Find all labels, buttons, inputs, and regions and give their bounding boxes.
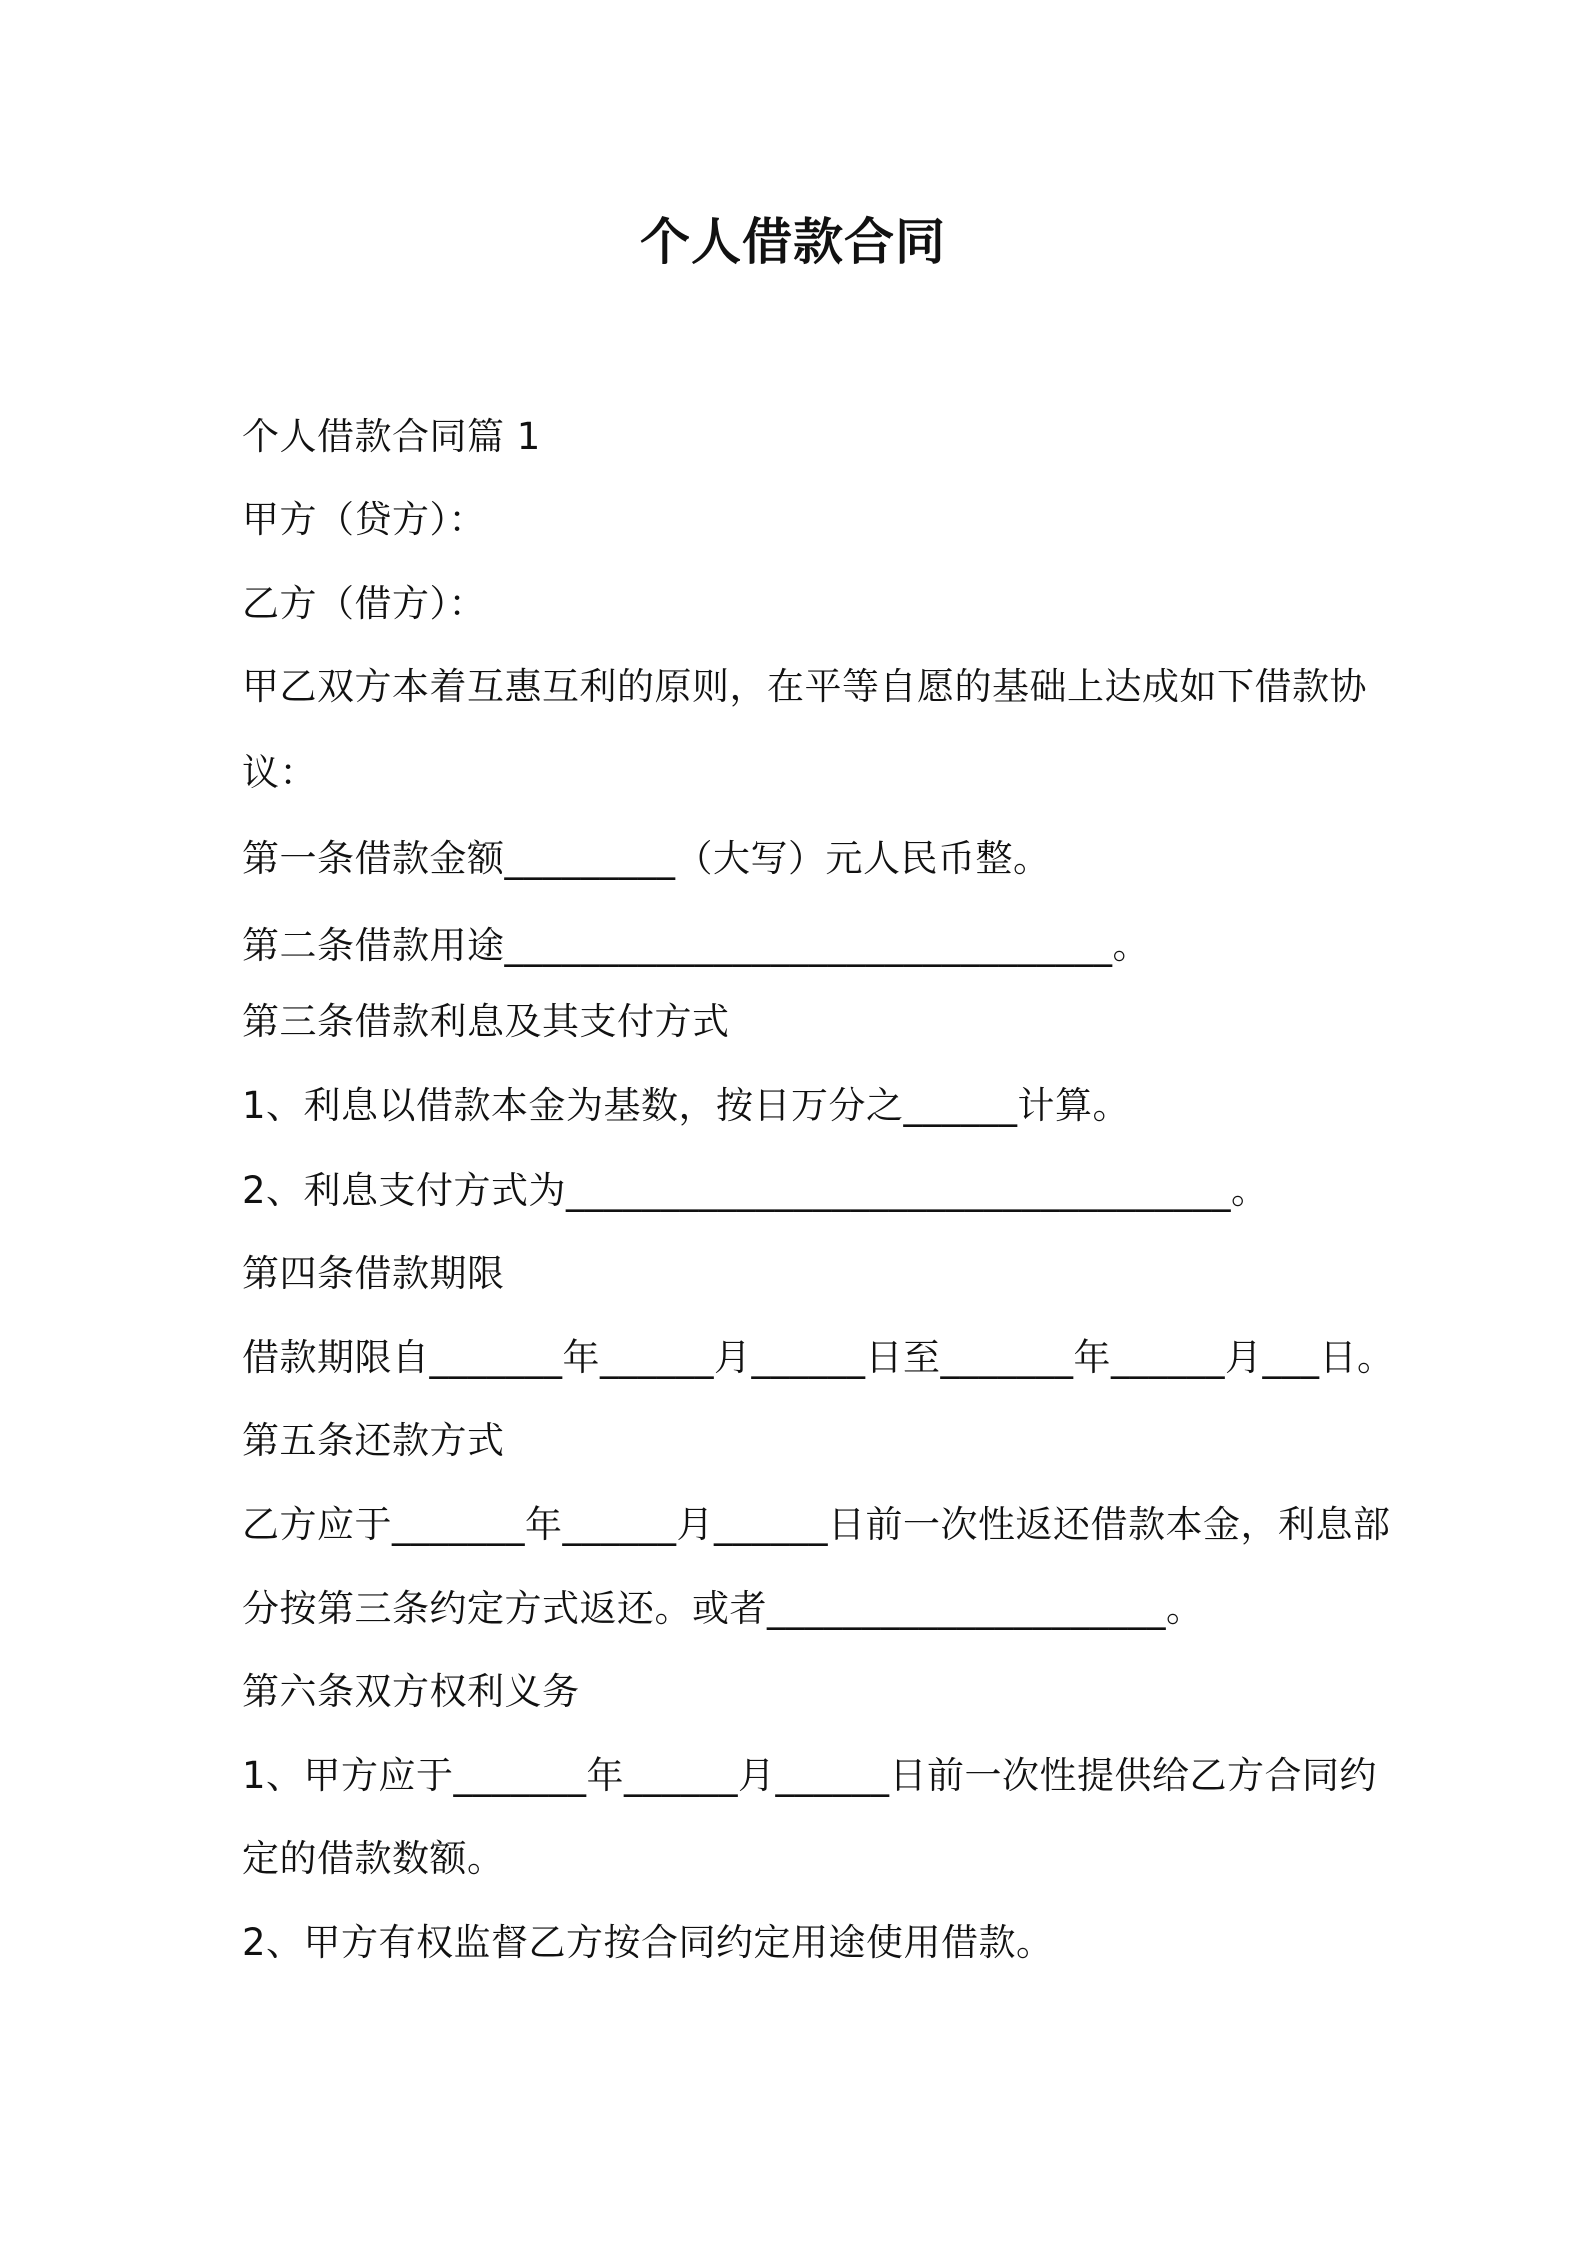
article-3-item-1: 1、利息以借款本金为基数，按日万分之______计算。 [242,1084,1131,1127]
article-3-item-2: 2、利息支付方式为___________________________________。 [242,1169,1269,1212]
party-a-line: 甲方（贷方）： [242,498,486,541]
article-5-heading: 第五条还款方式 [242,1419,505,1462]
article-6-heading: 第六条双方权利义务 [242,1670,580,1713]
article-6-item-2: 2、甲方有权监督乙方按合同约定用途使用借款。 [242,1921,1054,1964]
article-2-purpose: 第二条借款用途________________________________。 [242,924,1150,967]
article-5-line-2: 分按第三条约定方式返还。或者_____________________。 [242,1587,1204,1630]
article-1-amount: 第一条借款金额_________（大写）元人民币整。 [242,837,1051,880]
document-title: 个人借款合同 [640,213,946,271]
article-3-heading: 第三条借款利息及其支付方式 [242,1000,730,1043]
article-5-line-1: 乙方应于_______年______月______日前一次性返还借款本金，利息部 [242,1503,1391,1546]
article-4-term: 借款期限自_______年______月______日至_______年______月___日。 [242,1336,1395,1379]
section-heading: 个人借款合同篇 1 [242,415,541,458]
article-4-heading: 第四条借款期限 [242,1252,505,1295]
party-b-line: 乙方（借方）： [242,582,486,625]
preamble-line-1: 甲乙双方本着互惠互利的原则，在平等自愿的基础上达成如下借款协 [242,665,1367,708]
article-6-item-1-line-2: 定的借款数额。 [242,1837,505,1880]
preamble-line-2: 议： [242,751,317,794]
article-6-item-1-line-1: 1、甲方应于_______年______月______日前一次性提供给乙方合同约 [242,1754,1378,1797]
